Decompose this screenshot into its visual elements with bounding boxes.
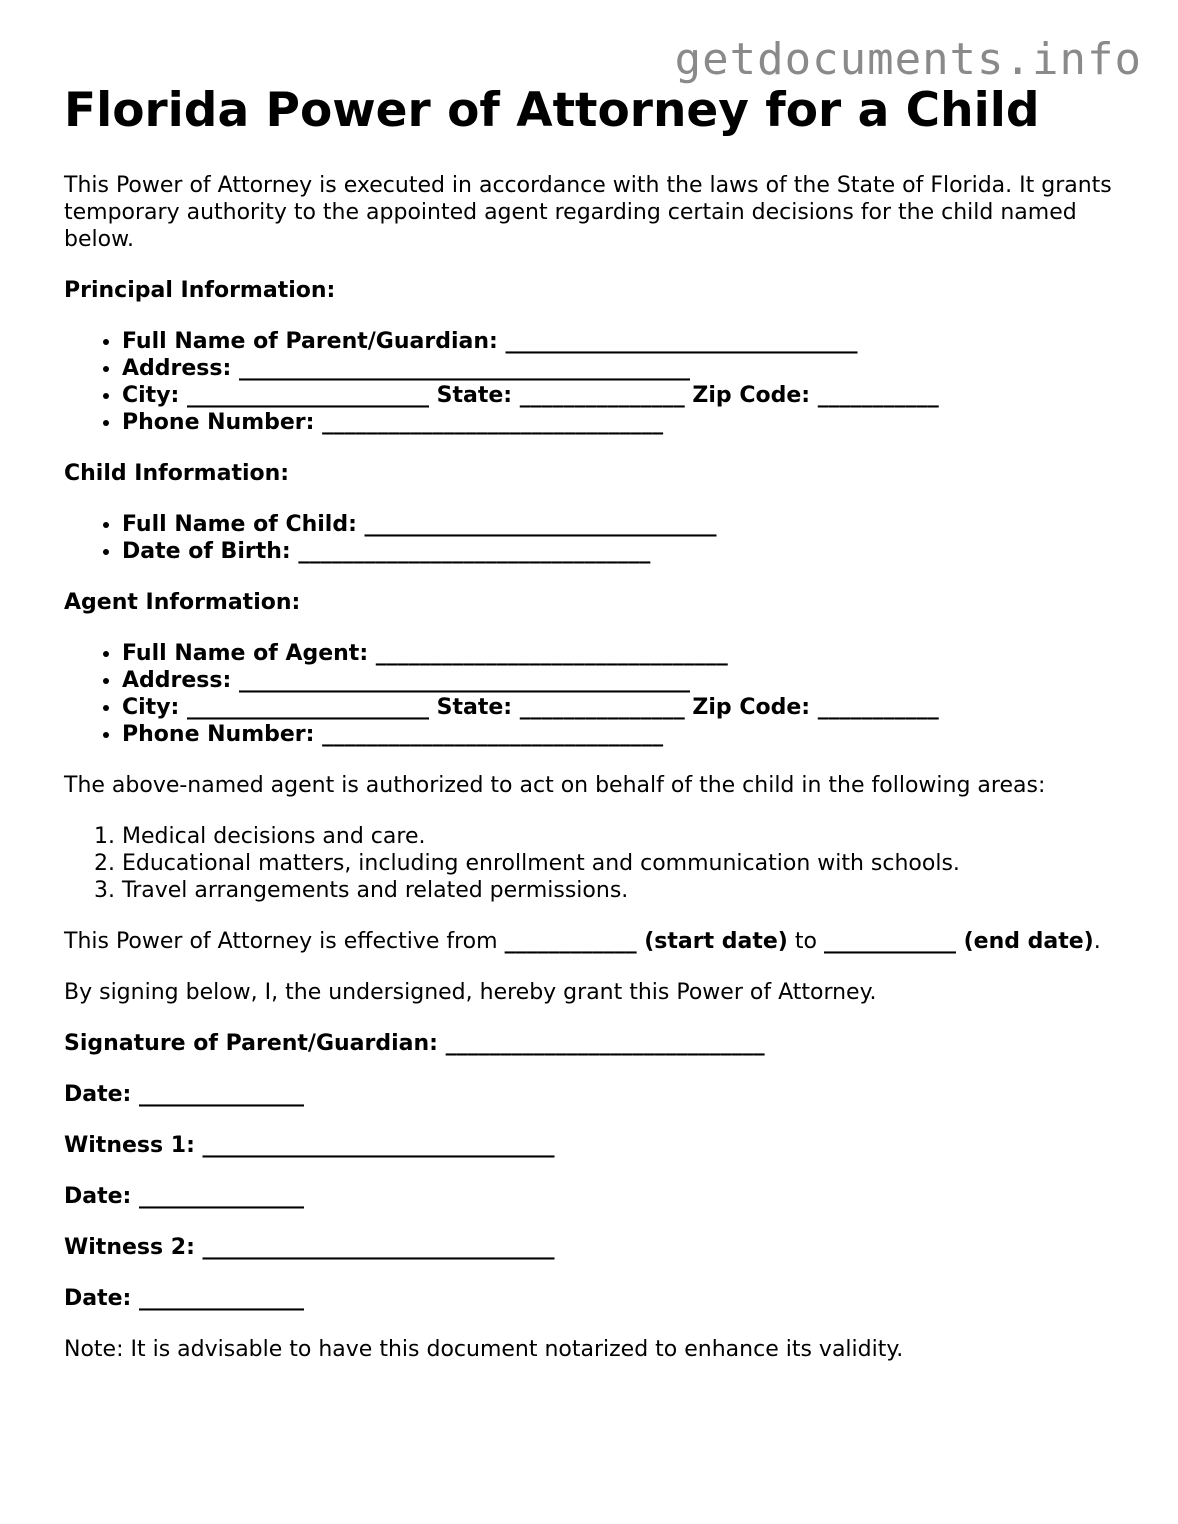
- principal-list: [64, 328, 1124, 436]
- watermark: getdocuments.info: [674, 34, 1142, 85]
- intro-paragraph: This Power of Attorney is executed in accordance with the laws of the State of Florida. It grants temporary authority to the appointed agent regarding certain decisions for the child named below.: [64, 173, 1112, 252]
- parent-signature-field[interactable]: Signature of Parent/Guardian: _____________________________: [64, 1031, 765, 1056]
- principal-city-state-zip-field[interactable]: • City: ______________________ State: _______________ Zip Code: ___________: [122, 382, 1124, 409]
- agent-heading: Agent Information:: [64, 590, 301, 615]
- principal-name-field[interactable]: • Full Name of Parent/Guardian: ________________________________: [122, 328, 1124, 355]
- effective-pre: This Power of Attorney is effective from: [64, 929, 505, 954]
- document-body: [64, 82, 1124, 1387]
- agent-phone-field[interactable]: • Phone Number: _______________________________: [122, 721, 1124, 748]
- end-date-field[interactable]: ____________ (end date): [823, 929, 1094, 954]
- date-field-1[interactable]: Date: _______________: [64, 1082, 305, 1107]
- principal-phone-field[interactable]: • Phone Number: _______________________________: [122, 409, 1124, 436]
- principal-heading: Principal Information:: [64, 278, 336, 303]
- child-name-field[interactable]: • Full Name of Child: ________________________________: [122, 511, 1124, 538]
- child-dob-field[interactable]: • Date of Birth: ________________________________: [122, 538, 1124, 565]
- witness-1-field[interactable]: Witness 1: ________________________________: [64, 1133, 555, 1158]
- grant-text: By signing below, I, the undersigned, hereby grant this Power of Attorney.: [64, 980, 877, 1005]
- area-item: 3. Travel arrangements and related permissions.: [122, 877, 1124, 904]
- area-item: 2. Educational matters, including enrollment and communication with schools.: [122, 850, 1124, 877]
- date-field-3[interactable]: Date: _______________: [64, 1286, 305, 1311]
- child-list: [64, 511, 1124, 565]
- effective-period: [64, 928, 1124, 955]
- date-field-2[interactable]: Date: _______________: [64, 1184, 305, 1209]
- authority-text: The above-named agent is authorized to act on behalf of the child in the following areas:: [64, 773, 1046, 798]
- notarization-note: Note: It is advisable to have this document notarized to enhance its validity.: [64, 1337, 904, 1362]
- agent-name-field[interactable]: • Full Name of Agent: ________________________________: [122, 640, 1124, 667]
- child-heading: Child Information:: [64, 461, 290, 486]
- effective-mid: to: [787, 929, 824, 954]
- agent-list: [64, 640, 1124, 748]
- agent-address-field[interactable]: • Address: _________________________________________: [122, 667, 1124, 694]
- area-item: 1. Medical decisions and care.: [122, 823, 1124, 850]
- start-date-field[interactable]: ____________ (start date): [504, 929, 788, 954]
- areas-list: [64, 823, 1124, 904]
- effective-post: .: [1093, 929, 1101, 954]
- witness-2-field[interactable]: Witness 2: ________________________________: [64, 1235, 555, 1260]
- page-title: Florida Power of Attorney for a Child: [64, 83, 1040, 138]
- agent-city-state-zip-field[interactable]: • City: ______________________ State: _______________ Zip Code: ___________: [122, 694, 1124, 721]
- principal-address-field[interactable]: • Address: _________________________________________: [122, 355, 1124, 382]
